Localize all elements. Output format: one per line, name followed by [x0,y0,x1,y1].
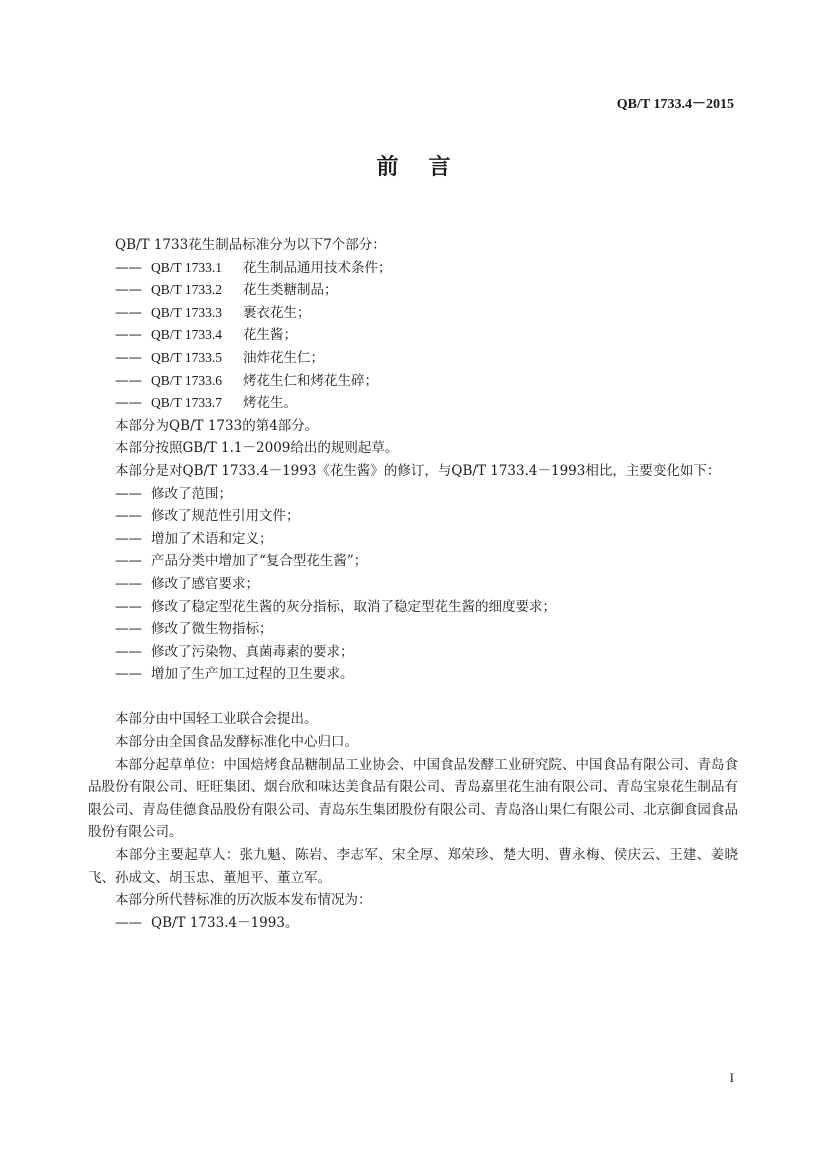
list-dash: —— [115,575,142,592]
change-text: 修改了感官要求； [151,575,259,592]
part-code: QB/T 1733.2 [151,282,223,298]
change-text: 修改了稳定型花生酱的灰分指标，取消了稳定型花生酱的细度要求； [151,598,556,615]
list-item [88,483,738,506]
part-number-paragraph: 本部分为QB/T 1733的第4部分。 [115,417,319,434]
drafters-paragraph: 本部分主要起草人：张九魁、陈岩、李志军、宋全厚、郑荣珍、楚大明、曹永梅、侯庆云、王建、姜晓飞、孙成文、胡玉忠、董旭平、董立军。 [88,847,738,886]
list-dash: —— [115,508,142,525]
part-code: QB/T 1733.3 [151,304,223,320]
part-name: 花生制品通用技术条件； [243,259,392,276]
list-item [88,257,738,280]
proposed-paragraph: 本部分由中国轻工业联合会提出。 [115,711,318,728]
drafting-units-paragraph: 本部分起草单位：中国焙烤食品糖制品工业协会、中国食品发酵工业研究院、中国食品有限公司、青岛食品股份有限公司、旺旺集团、烟台欣和味达美食品有限公司、青岛嘉里花生油有限公司、青岛宝泉花生制品有限公司、青岛佳德食品股份有限公司、青岛东生集团股份有限公司、青岛洛山果仁有限公司、北京御食园食品股份有限公司。 [88,756,738,841]
change-text: 修改了范围； [151,485,232,502]
list-dash: —— [115,282,142,299]
list-item [88,505,738,528]
list-dash: —— [115,530,142,547]
change-text: 产品分类中增加了“复合型花生酱”； [151,553,368,570]
list-dash: —— [115,304,142,321]
part-code: QB/T 1733.4 [151,327,223,343]
list-dash: —— [115,349,142,366]
change-text: 增加了生产加工过程的卫生要求。 [151,666,354,683]
list-dash: —— [115,553,142,570]
history-list [88,912,738,935]
revision-paragraph: 本部分是对QB/T 1733.4－1993《花生酱》的修订，与QB/T 1733.4－1993相比，主要变化如下： [115,462,721,479]
part-name: 花生类糖制品； [243,282,338,299]
centralized-paragraph: 本部分由全国食品发酵标准化中心归口。 [115,734,358,751]
list-dash: —— [115,643,142,660]
change-text: 修改了污染物、真菌毒素的要求； [151,643,354,660]
part-code: QB/T 1733.6 [151,372,223,388]
part-name: 烤花生。 [243,395,297,412]
standard-code: QB/T 1733.4－2015 [616,97,734,112]
foreword-body [88,234,738,934]
part-name: 花生酱； [243,327,297,344]
list-item [88,663,738,686]
change-text: 增加了术语和定义； [151,530,273,547]
change-text: 修改了微生物指标； [151,621,273,638]
list-item [88,370,738,393]
list-dash: —— [115,259,142,276]
list-dash: —— [115,621,142,638]
list-item [88,596,738,619]
intro-paragraph: QB/T 1733花生制品标准分为以下7个部分： [115,237,386,253]
part-code: QB/T 1733.7 [151,395,223,411]
list-item [88,528,738,551]
part-code: QB/T 1733.5 [151,349,223,365]
list-item [88,324,738,347]
parts-list [88,257,738,415]
list-item [88,302,738,325]
part-code: QB/T 1733.1 [151,259,223,275]
list-item [88,279,738,302]
list-dash: —— [115,666,142,683]
part-name: 烤花生仁和烤花生碎； [243,372,378,389]
list-dash: —— [115,485,142,502]
part-name: 油炸花生仁； [243,349,324,366]
list-item [88,347,738,370]
list-item [88,641,738,664]
page-title: 前言 [376,154,481,180]
history-text: QB/T 1733.4－1993。 [151,914,299,931]
paragraph-gap [88,686,738,709]
rules-paragraph: 本部分按照GB/T 1.1－2009给出的规则起草。 [115,440,399,457]
list-dash: —— [115,327,142,344]
list-dash: —— [115,914,142,931]
changes-list [88,483,738,686]
list-dash: —— [115,598,142,615]
change-text: 修改了规范性引用文件； [151,508,300,525]
list-item [88,392,738,415]
list-dash: —— [115,395,142,412]
list-item [88,550,738,573]
list-dash: —— [115,372,142,389]
list-item [88,618,738,641]
list-item [88,912,738,935]
page-number: I [729,1070,734,1085]
history-paragraph: 本部分所代替标准的历次版本发布情况为： [115,892,372,909]
list-item [88,573,738,596]
part-name: 裹衣花生； [243,304,311,321]
